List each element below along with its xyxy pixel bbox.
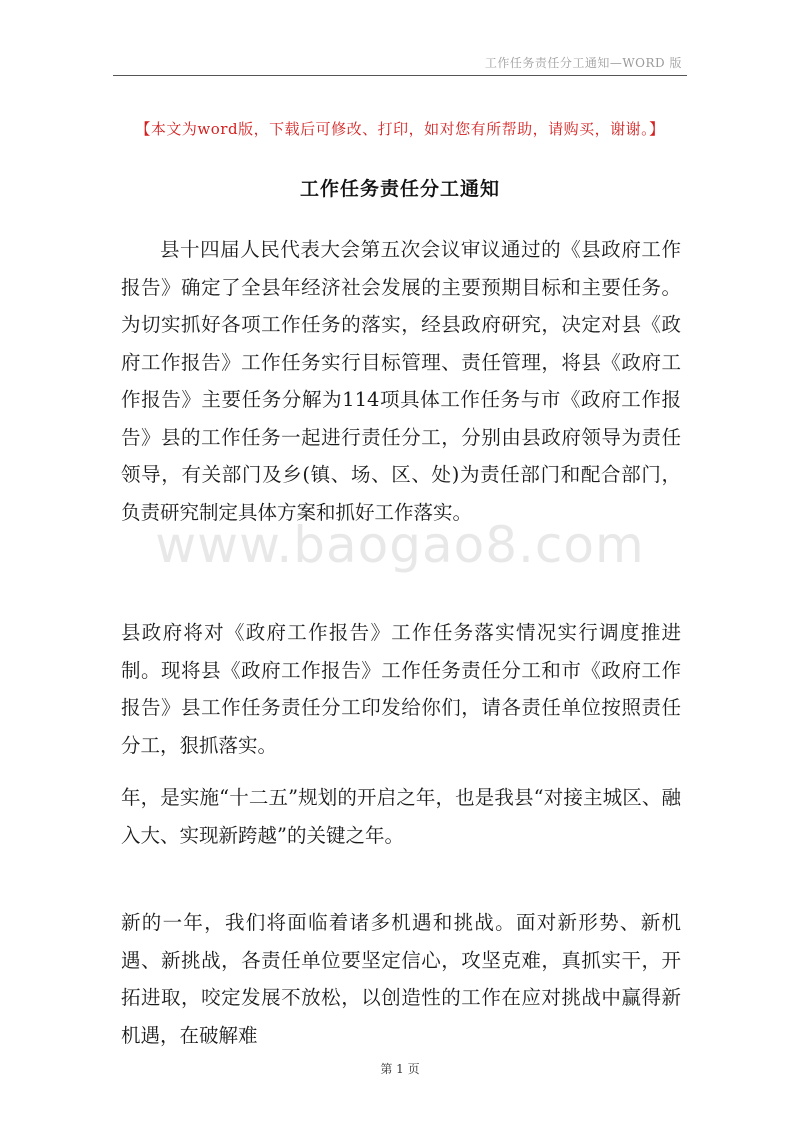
- paragraph-4: 新的一年，我们将面临着诸多机遇和挑战。面对新形势、新机遇、新挑战，各责任单位要坚定信心，攻坚克难，真抓实干，开拓进取，咬定发展不放松，以创造性的工作在应对挑战中赢得新机遇，在破解难: [121, 911, 681, 1047]
- paragraph-2: 县政府将对《政府工作报告》工作任务落实情况实行调度推进制。现将县《政府工作报告》工作任务责任分工和市《政府工作报告》县工作任务责任分工印发给你们，请各责任单位按照责任分工，狠抓落实。: [121, 621, 681, 757]
- page-header-title: 工作任务责任分工通知—WORD 版: [484, 56, 682, 70]
- paragraph-3: 年，是实施“十二五”规划的开启之年，也是我县“对接主城区、融入大、实现新跨越”的关键之年。: [121, 786, 681, 847]
- watermark: www.baogao8.com: [155, 516, 645, 574]
- paragraph-1: 县十四届人民代表大会第五次会议审议通过的《县政府工作报告》确定了全县年经济社会发展的主要预期目标和主要任务。为切实抓好各项工作任务的落实，经县政府研究，决定对县《政府工作报告》工作任务实行目标管理、责任管理，将县《政府工作报告》主要任务分解为114项具体工作任务与市《政府工作报告》县的工作任务一起进行责任分工，分别由县政府领导为责任领导，有关部门及乡(镇、场、区、处)为责任部门和配合部门，负责研究制定具体方案和抓好工作落实。: [121, 238, 681, 524]
- document-title: 工作任务责任分工通知: [299, 178, 500, 200]
- purchase-notice: 【本文为word版，下载后可修改、打印，如对您有所帮助，请购买，谢谢。】: [135, 120, 665, 138]
- header-divider: [113, 75, 687, 76]
- page-number: 第 1 页: [380, 1062, 420, 1076]
